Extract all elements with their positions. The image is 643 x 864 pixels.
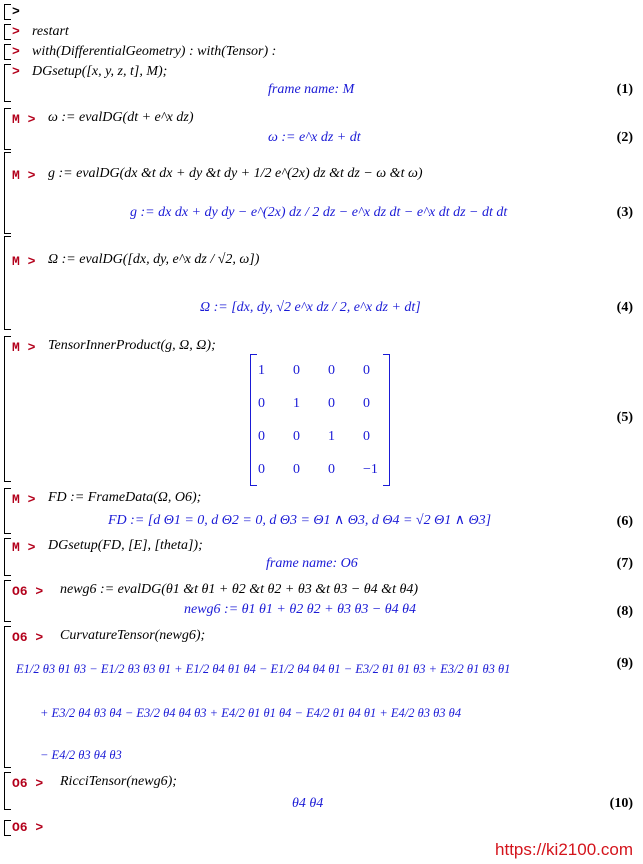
watermark-url: https://ki2100.com <box>495 840 633 859</box>
execution-group-bracket[interactable] <box>4 538 11 576</box>
input-prompt: M > <box>12 112 36 127</box>
execution-group-bracket[interactable] <box>4 236 11 330</box>
equation-label: (7) <box>616 556 633 571</box>
output-text: ω := e^x dz + dt <box>268 130 361 145</box>
matrix-row <box>250 387 390 420</box>
matrix-left-bracket <box>250 354 257 486</box>
equation-label: (8) <box>616 604 633 619</box>
command-input[interactable]: TensorInnerProduct(g, Ω, Ω); <box>48 338 216 353</box>
command-input[interactable]: RicciTensor(newg6); <box>60 774 177 789</box>
execution-group-bracket[interactable] <box>4 64 11 102</box>
input-prompt: > <box>12 4 20 19</box>
input-prompt: > <box>12 24 20 39</box>
execution-group-bracket[interactable] <box>4 626 11 768</box>
equation-label: (10) <box>609 796 633 811</box>
matrix-row <box>250 354 390 387</box>
input-prompt: M > <box>12 254 36 269</box>
output-text: − E4/2 θ3 θ4 θ3 <box>40 748 122 762</box>
execution-group-bracket[interactable] <box>4 820 11 836</box>
execution-group-bracket[interactable] <box>4 44 11 60</box>
command-input[interactable]: DGsetup(FD, [E], [theta]); <box>48 538 203 553</box>
input-prompt: > <box>12 44 20 59</box>
matrix-cell: 0 <box>328 461 335 477</box>
execution-group-bracket[interactable] <box>4 580 11 622</box>
command-input[interactable]: with(DifferentialGeometry) : with(Tensor) : <box>32 44 277 59</box>
input-prompt: O6 > <box>12 584 44 599</box>
matrix-cell: 0 <box>258 461 265 477</box>
command-input[interactable]: ω := evalDG(dt + e^x dz) <box>48 110 194 125</box>
execution-group-bracket[interactable] <box>4 772 11 810</box>
execution-group-bracket[interactable] <box>4 4 11 20</box>
output-text: θ4 θ4 <box>292 796 324 811</box>
output-text: frame name: O6 <box>266 556 358 571</box>
input-prompt: M > <box>12 168 36 183</box>
command-input[interactable]: Ω := evalDG([dx, dy, e^x dz / √2, ω]) <box>48 252 260 267</box>
matrix-cell: 1 <box>328 428 335 444</box>
command-input[interactable]: DGsetup([x, y, z, t], M); <box>32 64 168 79</box>
matrix-cell: 0 <box>328 362 335 378</box>
output-text: Ω := [dx, dy, √2 e^x dz / 2, e^x dz + dt] <box>200 300 421 315</box>
matrix-cell: 0 <box>363 428 370 444</box>
equation-label: (6) <box>616 514 633 529</box>
input-prompt: M > <box>12 340 36 355</box>
execution-group-bracket[interactable] <box>4 24 11 40</box>
matrix-cell: 0 <box>363 395 370 411</box>
output-text: FD := [d Θ1 = 0, d Θ2 = 0, d Θ3 = Θ1 ∧ Θ3, d Θ4 = √2 Θ1 ∧ Θ3] <box>108 513 492 528</box>
matrix-cell: 0 <box>293 428 300 444</box>
result-matrix <box>250 354 390 486</box>
matrix-cell: 0 <box>328 395 335 411</box>
equation-label: (1) <box>616 82 633 97</box>
matrix-cell: 0 <box>293 461 300 477</box>
equation-label: (3) <box>616 205 633 220</box>
matrix-cell: −1 <box>363 461 378 477</box>
command-input[interactable]: restart <box>32 24 69 39</box>
matrix-row <box>250 453 390 486</box>
execution-group-bracket[interactable] <box>4 336 11 482</box>
matrix-cell: 0 <box>363 362 370 378</box>
input-prompt: M > <box>12 540 36 555</box>
equation-label: (9) <box>616 656 633 671</box>
command-input[interactable]: FD := FrameData(Ω, O6); <box>48 490 202 505</box>
equation-label: (2) <box>616 130 633 145</box>
output-text: newg6 := θ1 θ1 + θ2 θ2 + θ3 θ3 − θ4 θ4 <box>184 602 417 617</box>
output-text: frame name: M <box>268 82 355 97</box>
execution-group-bracket[interactable] <box>4 152 11 234</box>
input-prompt: M > <box>12 492 36 507</box>
execution-group-bracket[interactable] <box>4 488 11 534</box>
matrix-cell: 1 <box>293 395 300 411</box>
output-text: E1/2 θ3 θ1 θ3 − E1/2 θ3 θ3 θ1 + E1/2 θ4 θ1 θ4 − E1/2 θ4 θ4 θ1 − E3/2 θ1 θ1 θ3 + E3/2 θ1 θ3 θ1 <box>16 662 511 676</box>
matrix-cell: 0 <box>258 395 265 411</box>
matrix-cell: 0 <box>258 428 265 444</box>
matrix-cell: 1 <box>258 362 265 378</box>
output-text: + E3/2 θ4 θ3 θ4 − E3/2 θ4 θ4 θ3 + E4/2 θ1 θ1 θ4 − E4/2 θ1 θ4 θ1 + E4/2 θ3 θ3 θ4 <box>40 706 462 720</box>
input-prompt: O6 > <box>12 776 44 791</box>
equation-label: (5) <box>616 410 633 425</box>
matrix-cell: 0 <box>293 362 300 378</box>
execution-group-bracket[interactable] <box>4 108 11 150</box>
matrix-row <box>250 420 390 453</box>
command-input[interactable]: newg6 := evalDG(θ1 &t θ1 + θ2 &t θ2 + θ3 &t θ3 − θ4 &t θ4) <box>60 582 418 597</box>
output-text: g := dx dx + dy dy − e^(2x) dz / 2 dz − e^x dz dt − e^x dt dz − dt dt <box>130 205 508 220</box>
input-prompt: O6 > <box>12 630 44 645</box>
input-prompt: > <box>12 64 20 79</box>
command-input[interactable]: g := evalDG(dx &t dx + dy &t dy + 1/2 e^(2x) dz &t dz − ω &t ω) <box>48 166 423 181</box>
matrix-right-bracket <box>383 354 390 486</box>
equation-label: (4) <box>616 300 633 315</box>
command-input[interactable]: CurvatureTensor(newg6); <box>60 628 206 643</box>
input-prompt[interactable]: O6 > <box>12 820 44 835</box>
